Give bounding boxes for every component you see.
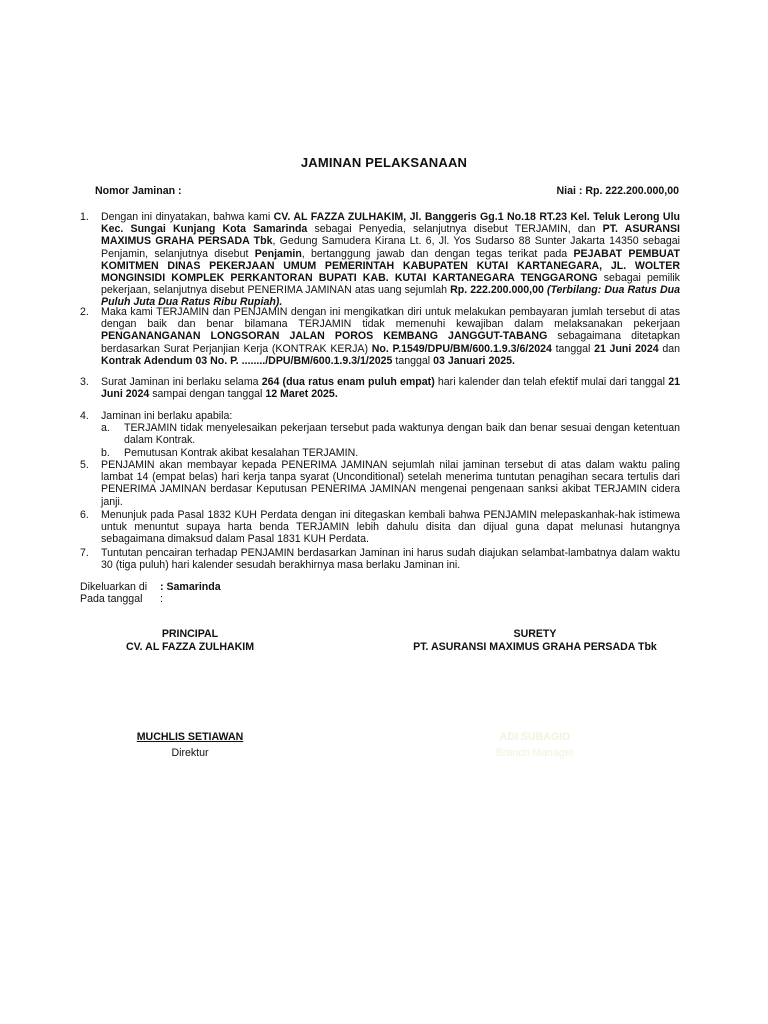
document-title: JAMINAN PELAKSANAAN [300, 155, 468, 170]
guarantee-value-label: Niai : Rp. 222.200.000,00 [556, 185, 679, 197]
clause-text-run: sebagai pemilik pekerjaan, selanjutnya disebut PENERIMA JAMINAN atas uang sejumlah [101, 272, 680, 297]
principal-signer-name: MUCHLIS SETIAWAN [136, 731, 244, 743]
clause-text-run: Maka kami TERJAMIN dan PENJAMIN dengan ini mengikatkan diri untuk melakukan pembayaran jumlah tersebut di atas dengan baik dan benar bilamana TERJAMIN tidak memenuhi kewajiban dalam melaksanakan pekerjaan [101, 306, 680, 331]
clause-text-run: , Gedung Samudera Kirana Lt. 6, Jl. Yos Sudarso 88 Sunter Jakarta 14350 sebagai Penjamin, selanjutnya disebut [101, 235, 680, 260]
clause-text-run: Tuntutan pencairan terhadap PENJAMIN berdasarkan Jaminan ini harus sudah diajukan selambat-lambatnya dalam waktu 30 (tiga puluh) hari kalender sesudah berakhirnya masa berlaku Jaminan ini. [101, 547, 680, 572]
issuance-block [80, 581, 221, 605]
clause-text-run: CV. AL FAZZA ZULHAKIM, Jl. Banggeris Gg.1 No.18 RT.23 Kel. Teluk Lerong Ulu Kec. Sungai Kunjang Kota Samarinda [101, 211, 680, 236]
clause-text-run: (Terbilang: Dua Ratus Dua Puluh Juta Dua Ratus Ribu Rupiah). [101, 284, 680, 309]
clause-text-run: , bertanggung jawab dan dengan tegas terikat pada [301, 247, 574, 260]
clause-sub-list [101, 422, 680, 459]
clause-text-run: Kontrak Adendum 03 No. P. ......../DPU/BM/600.1.9.3/1/2025 [101, 354, 393, 367]
clause-text [101, 509, 680, 546]
clause-text-run: 03 Januari 2025. [433, 354, 515, 367]
clause-text-run: tanggal [392, 354, 434, 367]
sub-item-text: Pemutusan Kontrak akibat kesalahan TERJAMIN. [124, 446, 359, 459]
clause-text [101, 459, 680, 508]
clause-text-run: 21 Juni 2024 [594, 342, 659, 355]
principal-role: PRINCIPAL [161, 628, 219, 640]
surety-role: SURETY [513, 628, 557, 640]
clause-text-run: tanggal [551, 342, 595, 355]
clause-text-run: PT. ASURANSI MAXIMUS GRAHA PERSADA Tbk [101, 223, 680, 248]
clause-number: 3. [80, 376, 89, 388]
clause-sub-item [101, 447, 680, 459]
clause-number: 7. [80, 547, 89, 559]
clause-text-run: Penjamin [254, 247, 302, 260]
principal-company: CV. AL FAZZA ZULHAKIM [125, 641, 255, 653]
guarantee-header-row [95, 185, 679, 197]
clause-item [80, 376, 680, 400]
clause-text [101, 410, 680, 422]
clause-item [80, 459, 680, 508]
sub-item-letter: b. [101, 446, 110, 459]
issued-place-row [80, 581, 221, 593]
clause-text-run: Surat Jaminan ini berlaku selama [101, 376, 262, 388]
surety-signer-position: Branch Manager [495, 747, 575, 759]
clause-text-run: Rp. 222.200.000,00 [450, 284, 544, 297]
guarantee-number-label: Nomor Jaminan : [95, 185, 182, 197]
issued-date-row [80, 593, 221, 605]
clause-text [101, 211, 680, 309]
sub-item-letter: a. [101, 422, 110, 435]
clause-number: 4. [80, 410, 89, 422]
issued-date-value: : [160, 593, 163, 606]
clause-item [80, 211, 680, 309]
clause-item [80, 547, 680, 571]
clause-text-run: Jaminan ini berlaku apabila: [101, 410, 233, 422]
clause-text-run: Menunjuk pada Pasal 1832 KUH Perdata dengan ini ditegaskan kembali bahwa PENJAMIN melepaskanhak-hak istimewa untuk menuntut supaya harta benda TERJAMIN lebih dahulu disita dan dijual guna dapat melunasi hutangnya sebagaimana dimaksud dalam Pasal 1831 KUH Perdata. [101, 509, 680, 546]
clause-text-run: sebagai Penyedia, selanjutnya disebut TERJAMIN, dan [307, 223, 603, 236]
clause-item [80, 410, 680, 459]
clause-text-run: Dengan ini dinyatakan, bahwa kami [101, 211, 274, 223]
clause-text-run: No. P.1549/DPU/BM/600.1.9.3/6/2024 [371, 342, 552, 355]
clause-text-run: sampai dengan tanggal [149, 388, 266, 401]
issued-date-label: Pada tanggal [80, 593, 143, 606]
clause-number: 6. [80, 509, 89, 521]
clause-item [80, 509, 680, 546]
clause-text [101, 306, 680, 367]
surety-signer-name: ADI SUBAGIO [499, 731, 571, 743]
clause-number: 1. [80, 211, 89, 223]
clause-text-run: PENGANANGANAN LONGSORAN JALAN POROS KEMBANG JANGGUT-TABANG [101, 330, 548, 343]
principal-signer-position: Direktur [171, 747, 209, 759]
clause-text [101, 547, 680, 571]
issued-place-label: Dikeluarkan di [80, 581, 148, 593]
clause-number: 5. [80, 459, 89, 471]
clause-item [80, 306, 680, 367]
clause-text-run: 21 Juni 2024 [101, 376, 680, 401]
clause-text-run: 12 Maret 2025. [265, 388, 338, 401]
clause-number: 2. [80, 306, 89, 318]
clause-text-run: PEJABAT PEMBUAT KOMITMEN DINAS PEKERJAAN UMUM PEMERINTAH KABUPATEN KUTAI KARTANEGARA, JL. WOLTER MONGINSIDI KOMPLEK PERKANTORAN BUPATI KAB. KUTAI KARTANEGARA TENGGARONG [101, 247, 680, 285]
clause-text [101, 376, 680, 400]
clause-text-run: hari kalender dan telah efektif mulai dari tanggal [434, 376, 669, 388]
clause-text-run: PENJAMIN akan membayar kepada PENERIMA JAMINAN sejumlah nilai jaminan tersebut di atas dalam waktu paling lambat 14 (empat belas) hari kerja tanpa syarat (Unconditional) setelah menerima tuntutan penagihan secara tertulis dari PENERIMA JAMINAN berdasar Keputusan PENERIMA JAMINAN mengenai pengenaan sanksi akibat TERJAMIN cidera janji. [101, 459, 680, 508]
clause-sub-item [101, 422, 680, 446]
issued-place-value: : Samarinda [160, 581, 221, 593]
surety-company: PT. ASURANSI MAXIMUS GRAHA PERSADA Tbk [413, 641, 657, 653]
clause-text-run: dan [658, 342, 680, 355]
sub-item-text: TERJAMIN tidak menyelesaikan pekerjaan tersebut pada waktunya dengan baik dan benar sesuai dengan ketentuan dalam Kontrak. [124, 422, 680, 447]
clause-text-run: sebagaimana ditetapkan berdasarkan Surat Perjanjian Kerja (KONTRAK KERJA) [101, 330, 680, 355]
clause-text-run: 264 (dua ratus enam puluh empat) [261, 376, 435, 388]
